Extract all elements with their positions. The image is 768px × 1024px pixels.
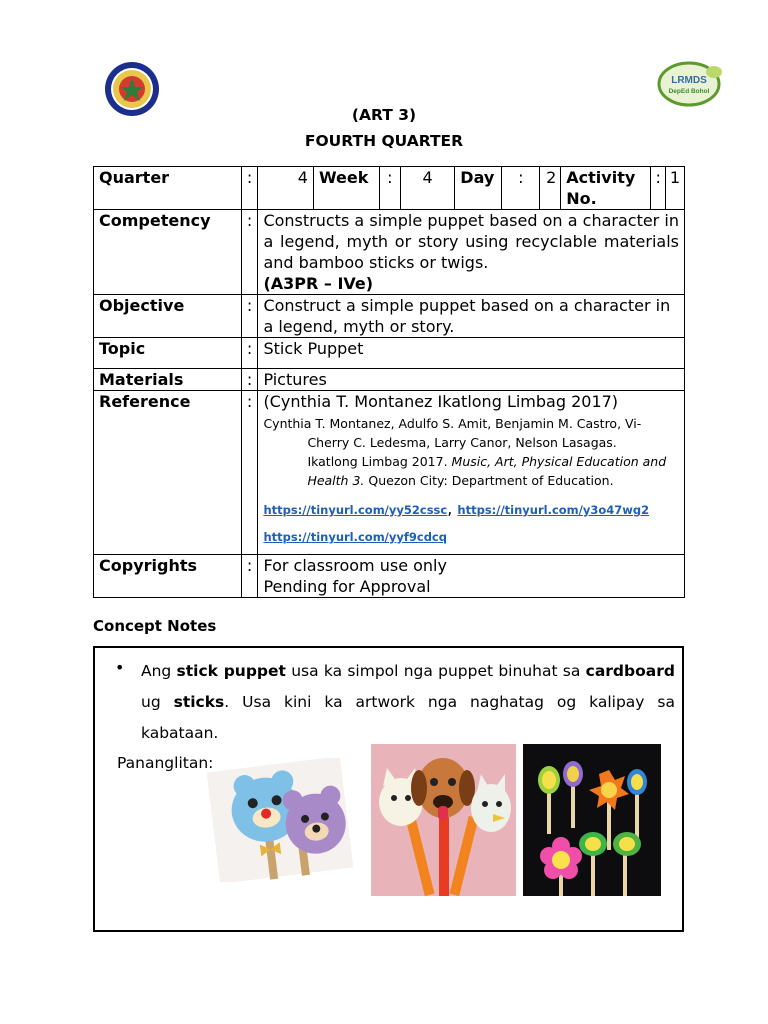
copyrights-line1: For classroom use only <box>263 556 447 575</box>
activity-value: 1 <box>666 167 685 210</box>
objective-row <box>94 295 685 338</box>
copyrights-line2: Pending for Approval <box>263 577 431 596</box>
reference-edition: Ikatlong Limbag 2017. <box>307 454 448 469</box>
colon: : <box>241 210 258 295</box>
colon: : <box>241 338 258 369</box>
reference-link-3[interactable]: https://tinyurl.com/yyf9cdcq <box>263 530 447 544</box>
reference-publisher: Quezon City: Department of Education. <box>368 473 614 488</box>
colon: : <box>241 295 258 338</box>
concept-bold-cardboard: cardboard <box>585 662 675 680</box>
topic-row <box>94 338 685 369</box>
topic-text: Stick Puppet <box>258 338 685 369</box>
reference-row <box>94 391 685 555</box>
link-separator: , <box>447 499 453 518</box>
competency-row <box>94 210 685 295</box>
logo-subtext: DepEd Bohol <box>668 88 710 95</box>
topic-label: Topic <box>94 338 242 369</box>
bullet-icon: • <box>115 658 125 677</box>
competency-code: (A3PR – IVe) <box>263 274 374 293</box>
competency-text: Constructs a simple puppet based on a character in a legend, myth or story using recyclable materials and bamboo sticks or twigs. <box>263 211 679 272</box>
quarter-label: Quarter <box>94 167 242 210</box>
concept-text-1: Ang <box>141 662 177 680</box>
objective-text: Construct a simple puppet based on a character in a legend, myth or story. <box>258 295 685 338</box>
reference-label: Reference <box>94 391 242 555</box>
concept-bold-sticks: sticks <box>173 693 225 711</box>
reference-link-1[interactable]: https://tinyurl.com/yy52cssc <box>263 503 448 517</box>
logo-text: LRMDS <box>671 75 707 86</box>
concept-notes-heading: Concept Notes <box>93 617 217 635</box>
subject-heading: (ART 3) <box>351 106 417 124</box>
concept-paragraph <box>141 656 675 749</box>
colon: : <box>241 369 258 391</box>
copyrights-row <box>94 555 685 598</box>
day-label: Day <box>455 167 502 210</box>
concept-text-3: ug <box>141 693 174 711</box>
example-label: Pananglitan: <box>117 754 214 772</box>
quarter-value: 4 <box>258 167 314 210</box>
bear-puppets-photo <box>205 758 355 882</box>
colon: : <box>651 167 666 210</box>
copyrights-cell <box>258 555 685 598</box>
copyrights-label: Copyrights <box>94 555 242 598</box>
materials-text: Pictures <box>258 369 685 391</box>
competency-label: Competency <box>94 210 242 295</box>
colon: : <box>241 555 258 598</box>
activity-label: Activity No. <box>561 167 651 210</box>
competency-cell <box>258 210 685 295</box>
concept-notes-box <box>93 646 684 932</box>
concept-text-4: . Usa kini ka artwork nga naghatag og kalipay sa kabataan. <box>141 693 675 742</box>
materials-row <box>94 369 685 391</box>
reference-authors-line1: Cynthia T. Montanez, Adulfo S. Amit, Benjamin M. Castro, Vi- <box>263 416 642 431</box>
reference-cell <box>258 391 685 555</box>
day-value: 2 <box>540 167 561 210</box>
lrmds-logo <box>656 60 726 108</box>
objective-label: Objective <box>94 295 242 338</box>
week-label: Week <box>313 167 379 210</box>
week-value: 4 <box>400 167 454 210</box>
colon: : <box>502 167 540 210</box>
animal-face-puppets-photo <box>371 744 516 896</box>
materials-label: Materials <box>94 369 242 391</box>
colon: : <box>241 391 258 555</box>
flower-puppets-photo <box>523 744 661 896</box>
lesson-info-table <box>93 166 685 598</box>
quarter-row <box>94 167 685 210</box>
concept-bold-stick-puppet: stick puppet <box>176 662 286 680</box>
reference-links <box>263 496 679 550</box>
quarter-heading: FOURTH QUARTER <box>304 132 464 150</box>
concept-text-2: usa ka simpol nga puppet binuhat sa <box>285 662 586 680</box>
colon: : <box>241 167 258 210</box>
reference-main: (Cynthia T. Montanez Ikatlong Limbag 2017) <box>263 392 619 411</box>
reference-book-title: Music, Art, Physical Education and Health 3. <box>307 454 667 488</box>
colon: : <box>379 167 400 210</box>
reference-link-2[interactable]: https://tinyurl.com/y3o47wg2 <box>457 503 650 517</box>
reference-citation <box>263 414 679 490</box>
reference-authors-line2: Cherry C. Ledesma, Larry Canor, Nelson Lasagas. <box>307 435 617 450</box>
